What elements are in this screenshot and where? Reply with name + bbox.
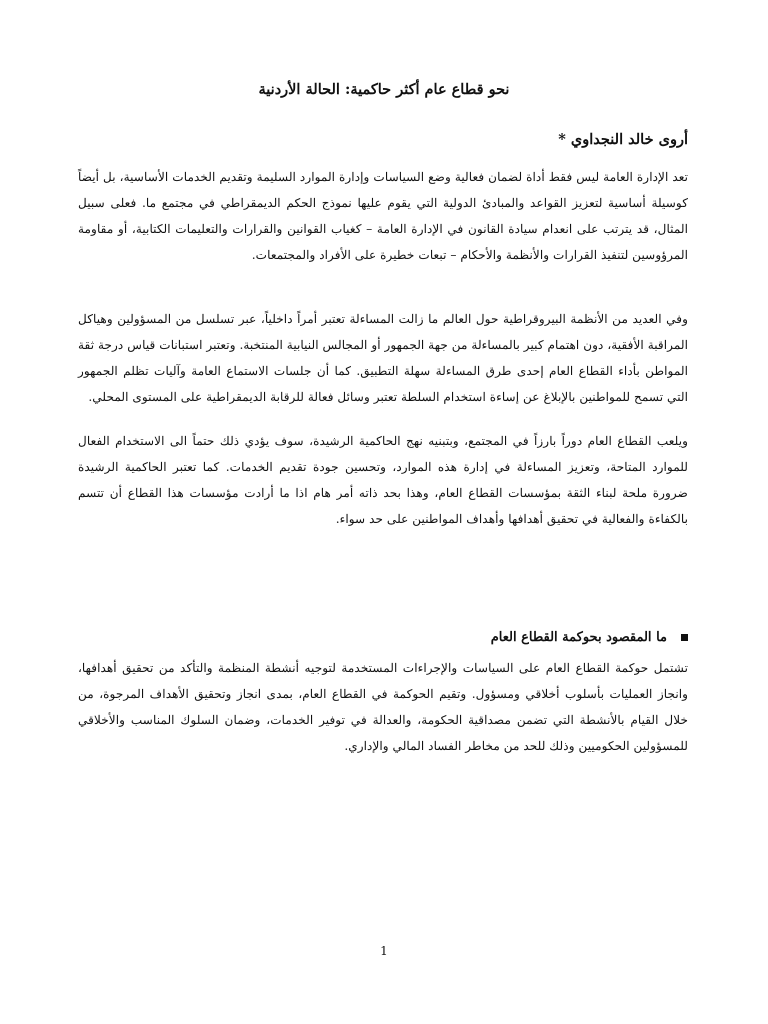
document-title: نحو قطاع عام أكثر حاكمية: الحالة الأردنية — [258, 81, 510, 98]
section-heading — [491, 628, 688, 648]
body-paragraph: ويلعب القطاع العام دوراً بارزاً في المجتمع، وبتبنيه نهج الحاكمية الرشيدة، سوف يؤدي ذلك حتماً الى الاستخدام الفعال للموارد المتاحة، وتعزيز المساءلة في إدارة هذه الموارد، وتحسين جودة تقديم الخدمات. كما تعتبر الحاكمية الرشيدة ضرورة ملحة لبناء الثقة بمؤسسات القطاع العام، وهذا بحد ذاته أمر هام اذا ما أرادت مؤسسات هذا القطاع أن تتسم بالكفاءة والفعالية في تحقيق أهدافها وأهداف المواطنين على حد سواء. — [78, 434, 688, 526]
section-paragraph: تشتمل حوكمة القطاع العام على السياسات والإجراءات المستخدمة لتوجيه أنشطة المنظمة والتأكد من تحقيق أهدافها، وانجاز العمليات بأسلوب أخلاقي ومسؤول. وتقيم الحوكمة في القطاع العام، بمدى انجاز وتحقيق الأهداف المرجوة، من خلال القيام بالأنشطة التي تضمن مصداقية الحكومة، والعدالة في توفير الخدمات، وضمان السلوك المناسب والأخلاقي للمسؤولين الحكوميين وذلك للحد من مخاطر الفساد المالي والإداري. — [78, 661, 688, 753]
square-bullet-icon — [681, 634, 688, 641]
body-paragraph: وفي العديد من الأنظمة البيروقراطية حول العالم ما زالت المساءلة تعتبر أمراً داخلياً، عبر تسلسل من المسؤولين وهياكل المراقبة الأفقية، دون اهتمام كبير بالمساءلة من جهة الجمهور أو المجالس النيابية المنتخبة. وتعتبر استبانات قياس درجة ثقة المواطن بأداء القطاع العام إحدى طرق المساءلة سهلة التطبيق. كما أن جلسات الاستماع العامة وآليات تظلم الجمهور التي تسمح للمواطنين بالإبلاغ عن إساءة استخدام السلطة تعتبر وسائل فعالة للرقابة الديمقراطية على المستوى المحلي. — [78, 312, 688, 404]
body-paragraph: تعد الإدارة العامة ليس فقط أداة لضمان فعالية وضع السياسات وإدارة الموارد السليمة وتقديم الخدمات الأساسية، بل أيضاً كوسيلة أساسية لتعزيز القواعد والمبادئ الدولية التي يقوم عليها نموذج الحكم الديمقراطي في مجتمع ما. فعلى سبيل المثال، قد يترتب على انعدام سيادة القانون في الإدارة العامة – كغياب القوانين والقرارات والتعليمات الكتابية، أو مقاومة المرؤوسين لتنفيذ القرارات والأنظمة والأحكام – تبعات خطيرة على الأفراد والمجتمعات. — [78, 170, 688, 262]
page-number: 1 — [380, 944, 388, 958]
section-heading-text: ما المقصود بحوكمة القطاع العام — [490, 630, 667, 645]
author-name: أروى خالد النجداوي * — [558, 131, 688, 148]
